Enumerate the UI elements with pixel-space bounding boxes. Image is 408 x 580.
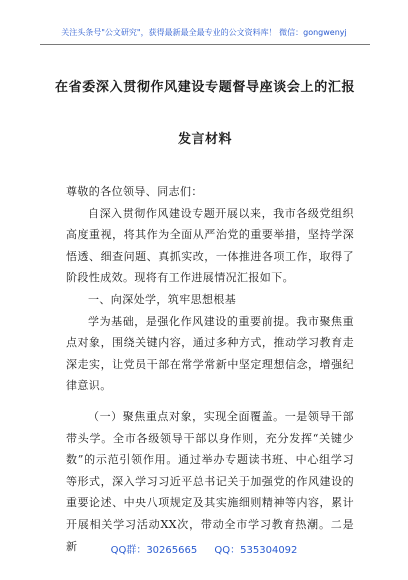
footer-contact: [0, 541, 408, 556]
header-divider: [40, 44, 370, 45]
document-title: 在省委深入贯彻作风建设专题督导座谈会上的汇报发言材料: [55, 80, 355, 147]
footer-qq-group: QQ群：30265665: [110, 545, 198, 556]
document-body: [66, 181, 354, 557]
body-paragraph-focus: （一）聚焦重点对象，实现全面覆盖。一是领导干部带头学。全市各级领导干部以身作则，充分发挥“关键少数”的示范引领作用。通过举办专题读书班、中心组学习等形式，深入学习习近平总书记关于加强党的作风建设的重要论述、中央八项规定及其实施细则精神等内容，累计开展相关学习活动XX次，带动全市学习教育热潮。二是新: [66, 409, 354, 553]
body-paragraph-study: 学为基础，是强化作风建设的重要前提。我市聚焦重点对象，围绕关键内容，通过多种方式，推动学习教育走深走实，让党员干部在常学常新中坚定理想信念，增强纪律意识。: [66, 314, 354, 393]
header-note: 关注头条号"公文研究"，获得最新最全最专业的公文资料库！ 微信：gongwenyj: [61, 28, 347, 37]
body-paragraph-intro: 自深入贯彻作风建设专题开展以来，我市各级党组织高度重视，将其作为全面从严治党的重要举措，坚持学深悟透、细查问题、真抓实改，一体推进各项工作，取得了阶段性成效。现将有工作进展情况汇报如下。: [66, 206, 354, 285]
footer-qq: QQ：535304092: [214, 545, 298, 556]
salutation: 尊敬的各位领导、同志们：: [66, 185, 203, 198]
section-heading: 一、向深处学，筑牢思想根基: [88, 292, 237, 306]
